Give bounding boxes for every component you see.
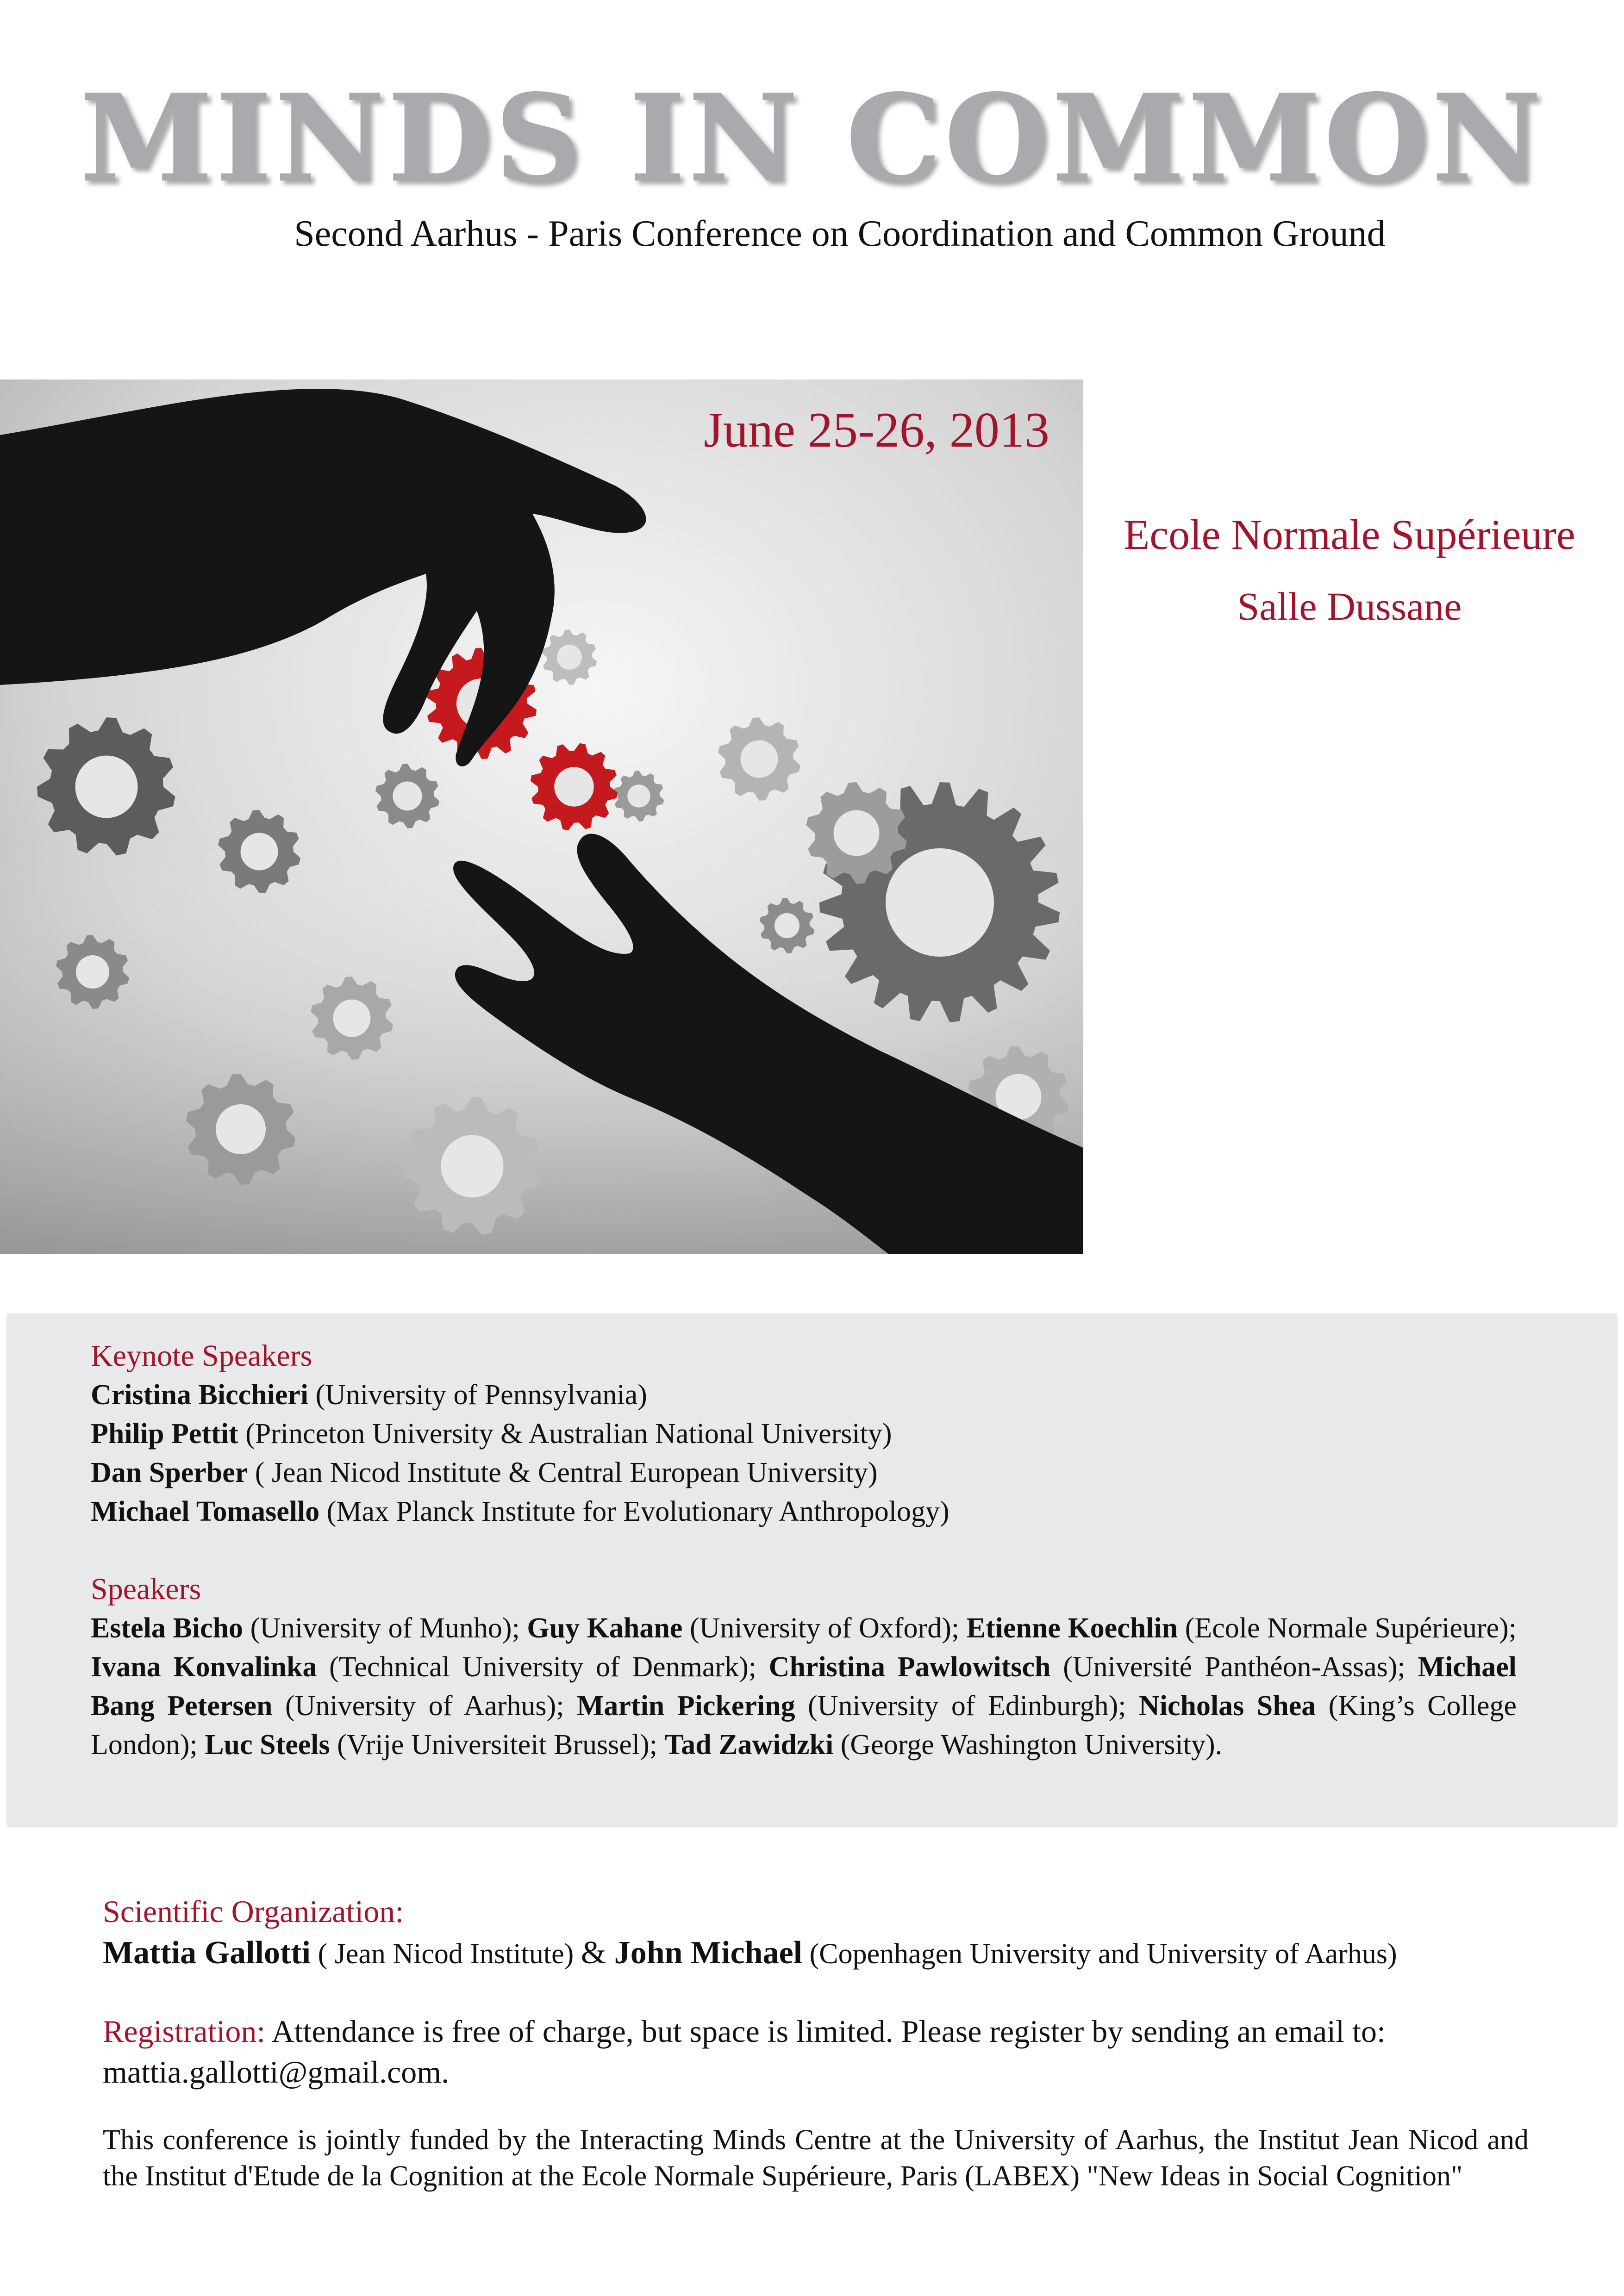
speaker-affiliation: (Technical University of Denmark); [317,1651,769,1683]
keynote-item [91,1375,1517,1414]
speaker-affiliation: (Ecole Normale Supérieure); [1178,1612,1517,1644]
speaker-affiliation: (Vrije Universiteit Brussel); [330,1729,665,1761]
organizer-name: Mattia Gallotti [103,1935,311,1971]
event-date: June 25-26, 2013 [704,403,1049,458]
speaker-name: Tad Zawidzki [664,1729,834,1761]
speaker-name: Estela Bicho [91,1612,244,1644]
gear-shape [531,743,618,830]
keynote-name: Dan Sperber [91,1457,248,1488]
speaker-name: Michael Bang Petersen [91,1651,1517,1722]
ampersand: & [581,1935,614,1971]
speaker-affiliation: (Université Panthéon-Assas); [1050,1651,1418,1683]
keynote-affiliation: (University of Pennsylvania) [308,1379,647,1411]
speaker-affiliation: (University of Munho); [243,1612,527,1644]
keynote-affiliation: ( Jean Nicod Institute & Central European University) [248,1457,878,1488]
speaker-affiliation: (University of Aarhus); [272,1690,577,1722]
keynote-name: Michael Tomasello [91,1496,320,1527]
speaker-name: Luc Steels [205,1729,330,1761]
registration-label: Registration: [103,2014,266,2049]
conference-subtitle: Second Aarhus - Paris Conference on Coordination and Common Ground [294,213,1386,254]
speaker-affiliation: (George Washington University). [833,1729,1223,1761]
event-room: Salle Dussane [1237,584,1462,628]
speaker-name: Etienne Koechlin [966,1612,1178,1644]
keynote-name: Cristina Bicchieri [91,1379,309,1411]
registration-text: Attendance is free of charge, but space is limited. Please register by sending an email to: mattia.gallotti@gmail.com. [103,2014,1386,2090]
organizer-name: John Michael [614,1935,803,1971]
event-venue: Ecole Normale Supérieure [1124,511,1575,558]
keynote-affiliation: (Princeton University & Australian National University) [238,1418,892,1450]
hands-and-gears-illustration [0,380,1083,1254]
organization-heading: Scientific Organization: [103,1894,404,1929]
organizers-line [103,1932,1529,1975]
organizer-affiliation: ( Jean Nicod Institute) [311,1938,581,1970]
speakers-panel [6,1313,1618,1827]
speaker-affiliation: (University of Oxford); [682,1612,967,1644]
speaker-name: Nicholas Shea [1138,1690,1316,1722]
keynote-item [91,1492,1517,1531]
speaker-name: Martin Pickering [576,1690,795,1722]
speaker-name: Guy Kahane [527,1612,683,1644]
keynote-affiliation: (Max Planck Institute for Evolutionary Anthropology) [319,1496,949,1527]
registration-info [103,2011,1529,2092]
organizer-affiliation: (Copenhagen University and University of Aarhus) [802,1938,1397,1970]
speaker-affiliation: (King’s College London); [91,1690,1517,1761]
speakers-list [91,1609,1517,1764]
conference-title: MINDS IN COMMON [80,68,1544,209]
keynote-heading: Keynote Speakers [91,1339,312,1373]
funding-statement: This conference is jointly funded by the Interacting Minds Centre at the University of Aarhus, the Institut Jean Nicod and the Institut d'Etude de la Cognition at the Ecole Normale Supérieure, Paris (LABEX) "New Ideas in Social Cognition" [103,2124,1529,2192]
scientific-organization [103,1891,1529,1975]
keynote-name: Philip Pettit [91,1418,238,1450]
speakers-heading: Speakers [91,1572,201,1606]
keynote-item [91,1414,1517,1453]
speaker-name: Christina Pawlowitsch [768,1651,1051,1683]
keynote-item [91,1453,1517,1492]
speaker-affiliation: (University of Edinburgh); [795,1690,1139,1722]
speaker-name: Ivana Konvalinka [91,1651,317,1683]
